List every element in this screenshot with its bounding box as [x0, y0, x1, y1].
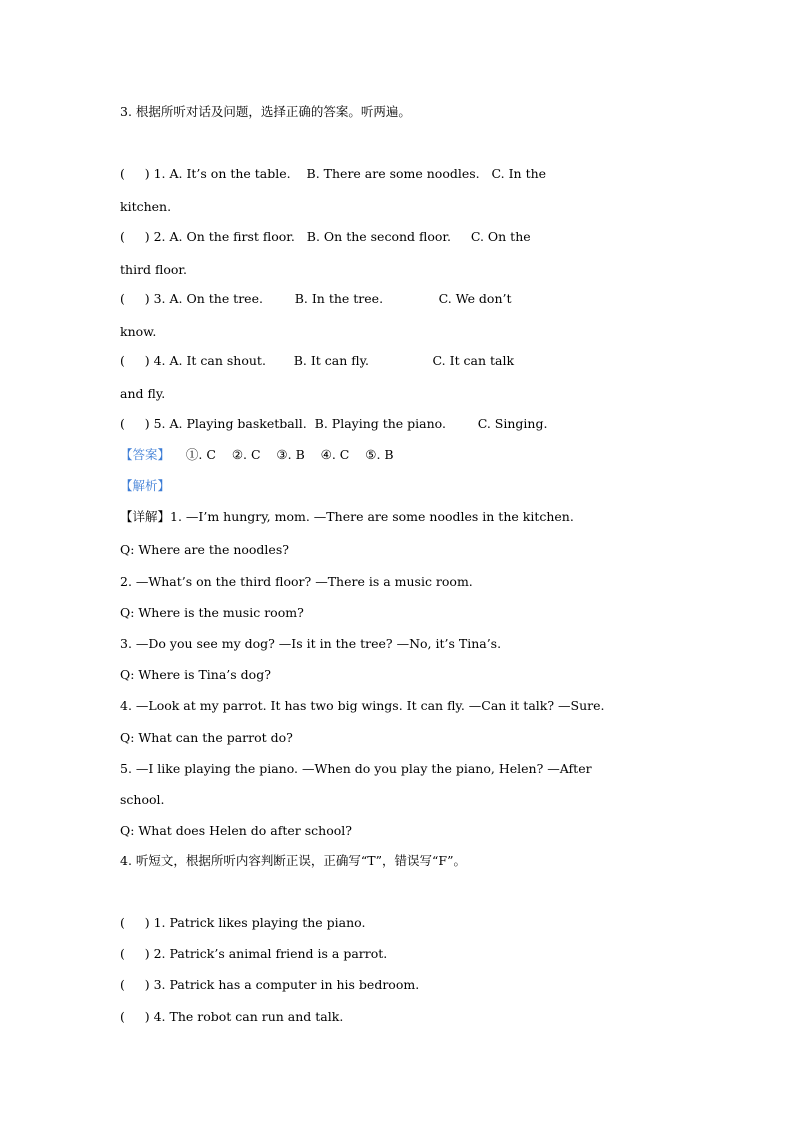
- q4-item-2: ( ) 2. Patrick’s animal friend is a parrot.: [120, 946, 388, 961]
- q3-item-3-line2: know.: [120, 324, 157, 339]
- detail-line-11: Q: What does Helen do after school?: [120, 823, 352, 838]
- detail-line-8: Q: What can the parrot do?: [120, 730, 293, 745]
- detail-line-5: 3. —Do you see my dog? —Is it in the tree? —No, it’s Tina’s.: [120, 636, 502, 651]
- q4-item-1: ( ) 1. Patrick likes playing the piano.: [120, 915, 366, 930]
- detail-label: 【详解】: [120, 509, 171, 524]
- answer-line: [120, 447, 394, 463]
- q3-heading: 3. 根据所听对话及问题，选择正确的答案。听两遍。: [120, 104, 411, 119]
- q3-item-3-line1: ( ) 3. A. On the tree. B. In the tree. C. We don’t: [120, 291, 512, 306]
- q3-item-2-line1: ( ) 2. A. On the first floor. B. On the second floor. C. On the: [120, 229, 531, 244]
- detail-line-4: Q: Where is the music room?: [120, 605, 304, 620]
- detail-line-2: Q: Where are the noodles?: [120, 542, 289, 557]
- q3-item-2-line2: third floor.: [120, 262, 187, 277]
- q4-item-4: ( ) 4. The robot can run and talk.: [120, 1009, 344, 1024]
- detail-line-3: 2. —What’s on the third floor? —There is a music room.: [120, 574, 473, 589]
- analysis-label: 【解析】: [120, 478, 171, 493]
- q4-heading: 4. 听短文，根据所听内容判断正误，正确写“T”，错误写“F”。: [120, 853, 466, 868]
- q3-item-5-line1: ( ) 5. A. Playing basketball. B. Playing the piano. C. Singing.: [120, 416, 548, 431]
- q3-item-1-line1: ( ) 1. A. It’s on the table. B. There are some noodles. C. In the: [120, 166, 547, 181]
- detail-line-7: 4. —Look at my parrot. It has two big wings. It can fly. —Can it talk? —Sure.: [120, 698, 605, 713]
- detail-line-9: 5. —I like playing the piano. —When do you play the piano, Helen? —After: [120, 761, 592, 776]
- detail-text-1: 1. —I’m hungry, mom. —There are some noodles in the kitchen.: [170, 509, 574, 524]
- answer-label: 【答案】: [120, 447, 171, 462]
- detail-line-1: [120, 509, 574, 525]
- detail-line-6: Q: Where is Tina’s dog?: [120, 667, 271, 682]
- q4-item-3: ( ) 3. Patrick has a computer in his bedroom.: [120, 977, 420, 992]
- q3-item-1-line2: kitchen.: [120, 199, 172, 214]
- detail-line-10: school.: [120, 792, 165, 807]
- q3-item-4-line1: ( ) 4. A. It can shout. B. It can fly. C. It can talk: [120, 353, 515, 368]
- q3-item-4-line2: and fly.: [120, 386, 166, 401]
- answer-text: ①. C ②. C ③. B ④. C ⑤. B: [170, 447, 394, 462]
